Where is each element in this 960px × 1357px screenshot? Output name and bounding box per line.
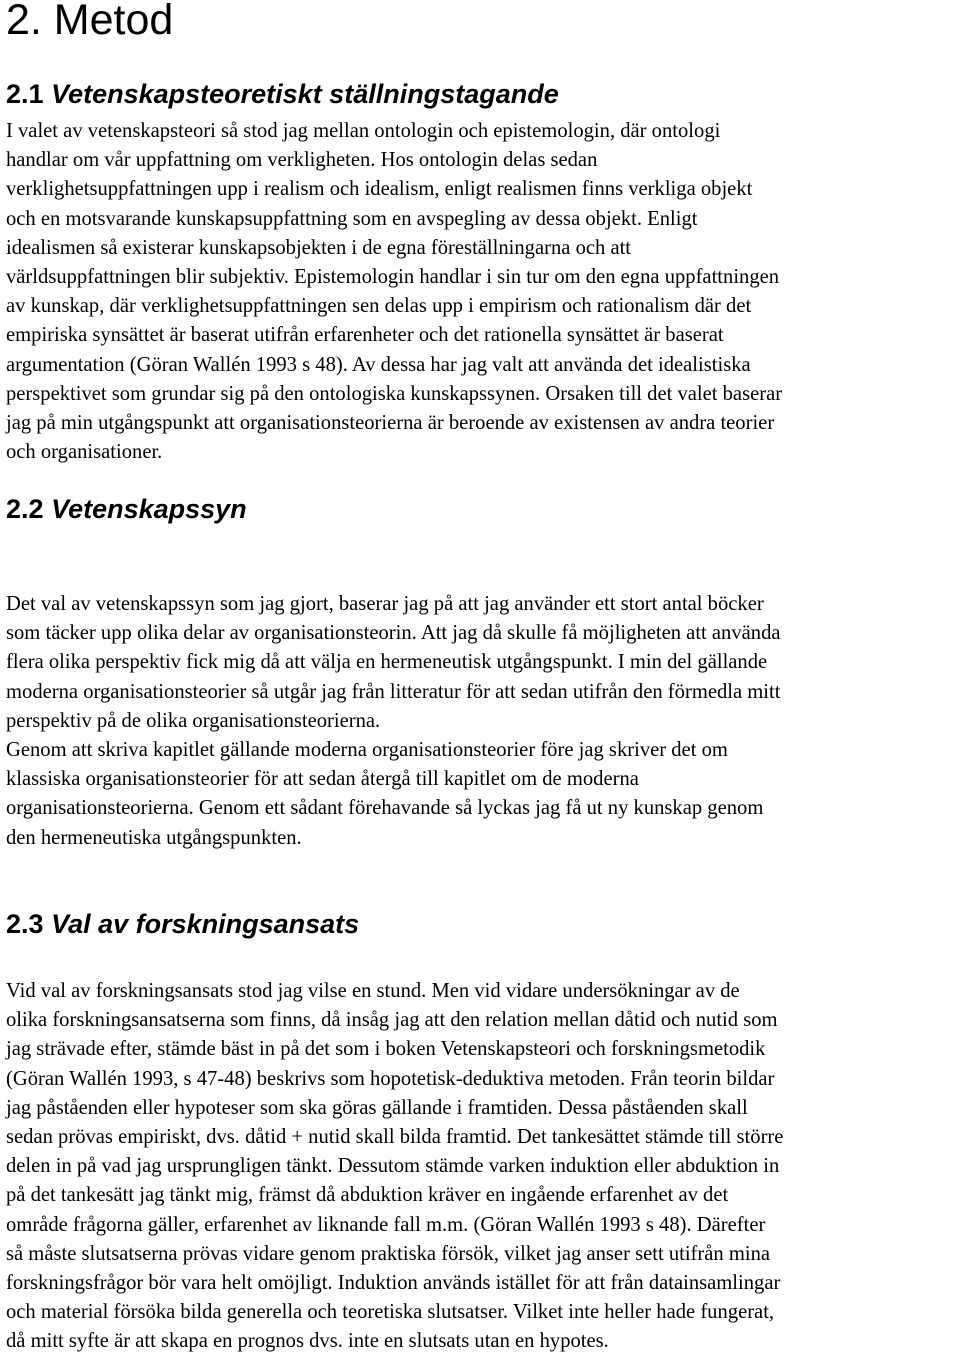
text-line: perspektivet som grundar sig på den ontologiska kunskapssynen. Orsaken till det valet baserar bbox=[6, 382, 783, 405]
text-line: klassiska organisationsteorier för att sedan återgå till kapitlet om de moderna bbox=[6, 768, 639, 791]
text-line: verklighetsuppfattningen upp i realism och idealism, enligt realismen finns verkliga objekt bbox=[6, 178, 753, 201]
text-line: sedan prövas empiriskt, dvs. dåtid + nutid skall bilda framtid. Det tankesättet stämde till större bbox=[6, 1126, 784, 1149]
text-line: organisationsteorierna. Genom ett sådant förehavande så lyckas jag få ut ny kunskap genom bbox=[6, 797, 764, 820]
text-line: empiriska synsättet är baserat utifrån erfarenheter och det rationella synsättet är baserat bbox=[6, 324, 724, 347]
text-line: då mitt syfte är att skapa en prognos dvs. inte en slutsats utan en hypotes. bbox=[6, 1330, 609, 1353]
text-line: I valet av vetenskapsteori så stod jag mellan ontologin och epistemologin, där ontologi bbox=[6, 120, 721, 142]
text-line: Det val av vetenskapssyn som jag gjort, baserar jag på att jag använder ett stort antal böcker bbox=[6, 593, 764, 615]
section-heading-2-3 bbox=[6, 907, 359, 941]
text-line: delen in på vad jag ursprungligen tänkt. Dessutom stämde varken induktion eller abduktion in bbox=[6, 1155, 780, 1178]
text-line: den hermeneutiska utgångspunkten. bbox=[6, 826, 302, 849]
text-line: jag påståenden eller hypoteser som ska göras gällande i framtiden. Dessa påståenden skall bbox=[6, 1096, 748, 1119]
section-heading-2-2 bbox=[6, 492, 247, 526]
section-number: 2.3 bbox=[6, 909, 44, 939]
text-line: forskningsfrågor bör vara helt omöjligt. Induktion används istället för att från datainsamlingar bbox=[6, 1272, 781, 1295]
text-line: och material försöka bilda generella och teoretiska slutsatser. Vilket inte heller hade fungerat, bbox=[6, 1301, 775, 1324]
text-line: som täcker upp olika delar av organisationsteorin. Att jag då skulle få möjligheten att använda bbox=[6, 622, 781, 645]
text-line: av kunskap, där verklighetsuppfattningen sen delas upp i empirism och rationalism där det bbox=[6, 295, 752, 318]
text-line: olika forskningsansatserna som finns, då insåg jag att den relation mellan dåtid och nutid som bbox=[6, 1009, 778, 1032]
text-line: område frågorna gäller, erfarenhet av liknande fall m.m. (Göran Wallén 1993 s 48). Därefter bbox=[6, 1213, 766, 1236]
text-line: moderna organisationsteorier så utgår jag från litteratur för att sedan utifrån den förmedla mitt bbox=[6, 680, 781, 703]
chapter-title: 2. Metod bbox=[6, 0, 174, 44]
text-line: perspektiv på de olika organisationsteorierna. bbox=[6, 709, 381, 732]
text-line: Genom att skriva kapitlet gällande moderna organisationsteorier före jag skriver det om bbox=[6, 739, 728, 761]
text-line: världsuppfattningen blir subjektiv. Epistemologin handlar i sin tur om den egna uppfattningen bbox=[6, 266, 780, 289]
text-line: (Göran Wallén 1993, s 47-48) beskrivs som hopotetisk-deduktiva metoden. Från teorin bildar bbox=[6, 1067, 775, 1090]
text-line: på det tankesätt jag tänkt mig, främst då abduktion kräver en ingående erfarenhet av det bbox=[6, 1184, 729, 1207]
section-heading-2-1 bbox=[6, 77, 559, 111]
section-number: 2.1 bbox=[6, 79, 44, 109]
text-line: jag strävade efter, stämde bäst in på det som i boken Vetenskapsteori och forskningsmetodik bbox=[6, 1038, 766, 1061]
section-2-2-paragraph-1 bbox=[6, 590, 960, 736]
text-line: handlar om vår uppfattning om verkligheten. Hos ontologin delas sedan bbox=[6, 149, 598, 172]
text-line: och en motsvarande kunskapsuppfattning som en avspegling av dessa objekt. Enligt bbox=[6, 207, 698, 230]
section-number: 2.2 bbox=[6, 494, 44, 524]
text-line: så måste slutsatserna prövas vidare genom praktiska försök, vilket jag anser sett utifrån mina bbox=[6, 1242, 771, 1265]
text-line: jag på min utgångspunkt att organisationsteorierna är beroende av existensen av andra teorier bbox=[6, 412, 775, 435]
section-2-3-paragraph-1 bbox=[6, 977, 960, 1357]
section-title: Vetenskapsteoretiskt ställningstagande bbox=[51, 79, 559, 109]
text-line: idealismen så existerar kunskapsobjekten i de egna föreställningarna och att bbox=[6, 236, 632, 259]
section-2-1-paragraph-1 bbox=[6, 117, 960, 467]
section-2-2-paragraph-2 bbox=[6, 736, 960, 853]
section-title: Vetenskapssyn bbox=[51, 494, 247, 524]
text-line: argumentation (Göran Wallén 1993 s 48). Av dessa har jag valt att använda det idealistiska bbox=[6, 353, 751, 376]
section-title: Val av forskningsansats bbox=[51, 909, 360, 939]
text-line: Vid val av forskningsansats stod jag vilse en stund. Men vid vidare undersökningar av de bbox=[6, 980, 740, 1002]
text-line: och organisationer. bbox=[6, 441, 163, 464]
text-line: flera olika perspektiv fick mig då att välja en hermeneutisk utgångspunkt. I min del gällande bbox=[6, 651, 768, 674]
